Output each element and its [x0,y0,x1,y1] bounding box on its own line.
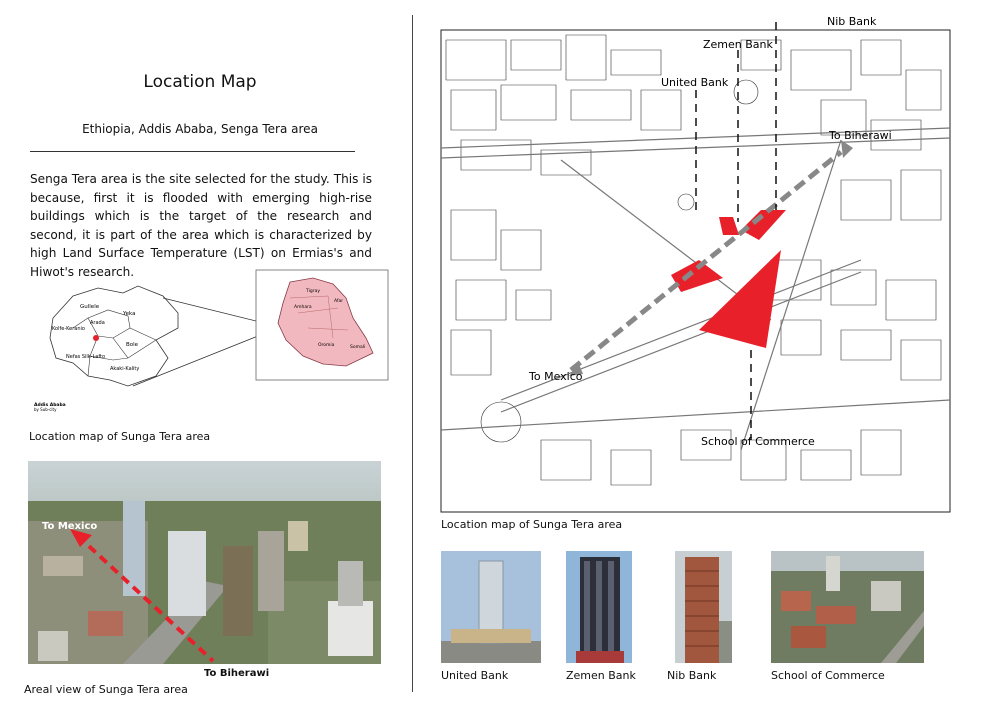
label-to-biherawi: To Biherawi [829,129,892,142]
school-of-commerce-caption: School of Commerce [771,669,885,682]
subcity-label: Bole [126,342,139,348]
school-of-commerce-photo [771,551,924,663]
subcity-label: Arada [90,320,105,326]
locator-map-caption: Location map of Sunga Tera area [29,430,211,443]
legend-line: Addis Ababa [34,403,66,408]
legend-line: by Sub-city [34,407,57,412]
zemen-bank-caption: Zemen Bank [566,669,636,682]
zemen-bank-photo [566,551,632,663]
label-zemen-bank: Zemen Bank [703,38,773,51]
united-bank-photo [441,551,541,663]
nib-bank-photo [675,551,732,663]
intro-paragraph: Senga Tera area is the site selected for the study. This is because, first it is flooded with emerging high-rise buildings which is the target of the research and second, it is part of the area which is characterized by high Land Surface Temperature (LST) on Ermias's and Hiwot's research. [30,172,372,279]
aerial-caption: Areal view of Sunga Tera area [24,683,188,696]
site-dot [93,335,99,341]
region-label: Amhara [294,305,312,310]
label-united-bank: United Bank [661,76,729,89]
subcity-label: Kolfe-Keranio [52,326,85,332]
region-label: Afar [334,299,344,304]
region-label: Oromia [318,343,335,348]
label-nib-bank: Nib Bank [827,15,877,28]
locator-map [28,268,390,418]
region-label: Somali [350,345,366,350]
site-map-caption: Location map of Sunga Tera area [441,518,623,531]
nib-bank-caption: Nib Bank [667,669,717,682]
site-map [441,15,950,512]
column-divider [412,15,413,692]
subcity-label: Nefas Silk-Lafto [66,354,106,360]
aerial-label-biherawi: To Biherawi [204,668,270,679]
united-bank-caption: United Bank [441,669,509,682]
aerial-photo [28,461,381,664]
region-label: Tigray [306,289,320,294]
aerial-label-mexico: To Mexico [42,521,98,532]
page-title: Location Map [143,72,257,92]
title-rule [30,151,355,152]
label-school-of-commerce: School of Commerce [701,435,815,448]
page-subtitle: Ethiopia, Addis Ababa, Senga Tera area [82,122,318,136]
subcity-label: Yeka [123,311,136,317]
subcity-label: Gullele [80,304,100,310]
subcity-label: Akaki-Kality [110,366,140,372]
label-to-mexico: To Mexico [529,370,583,383]
